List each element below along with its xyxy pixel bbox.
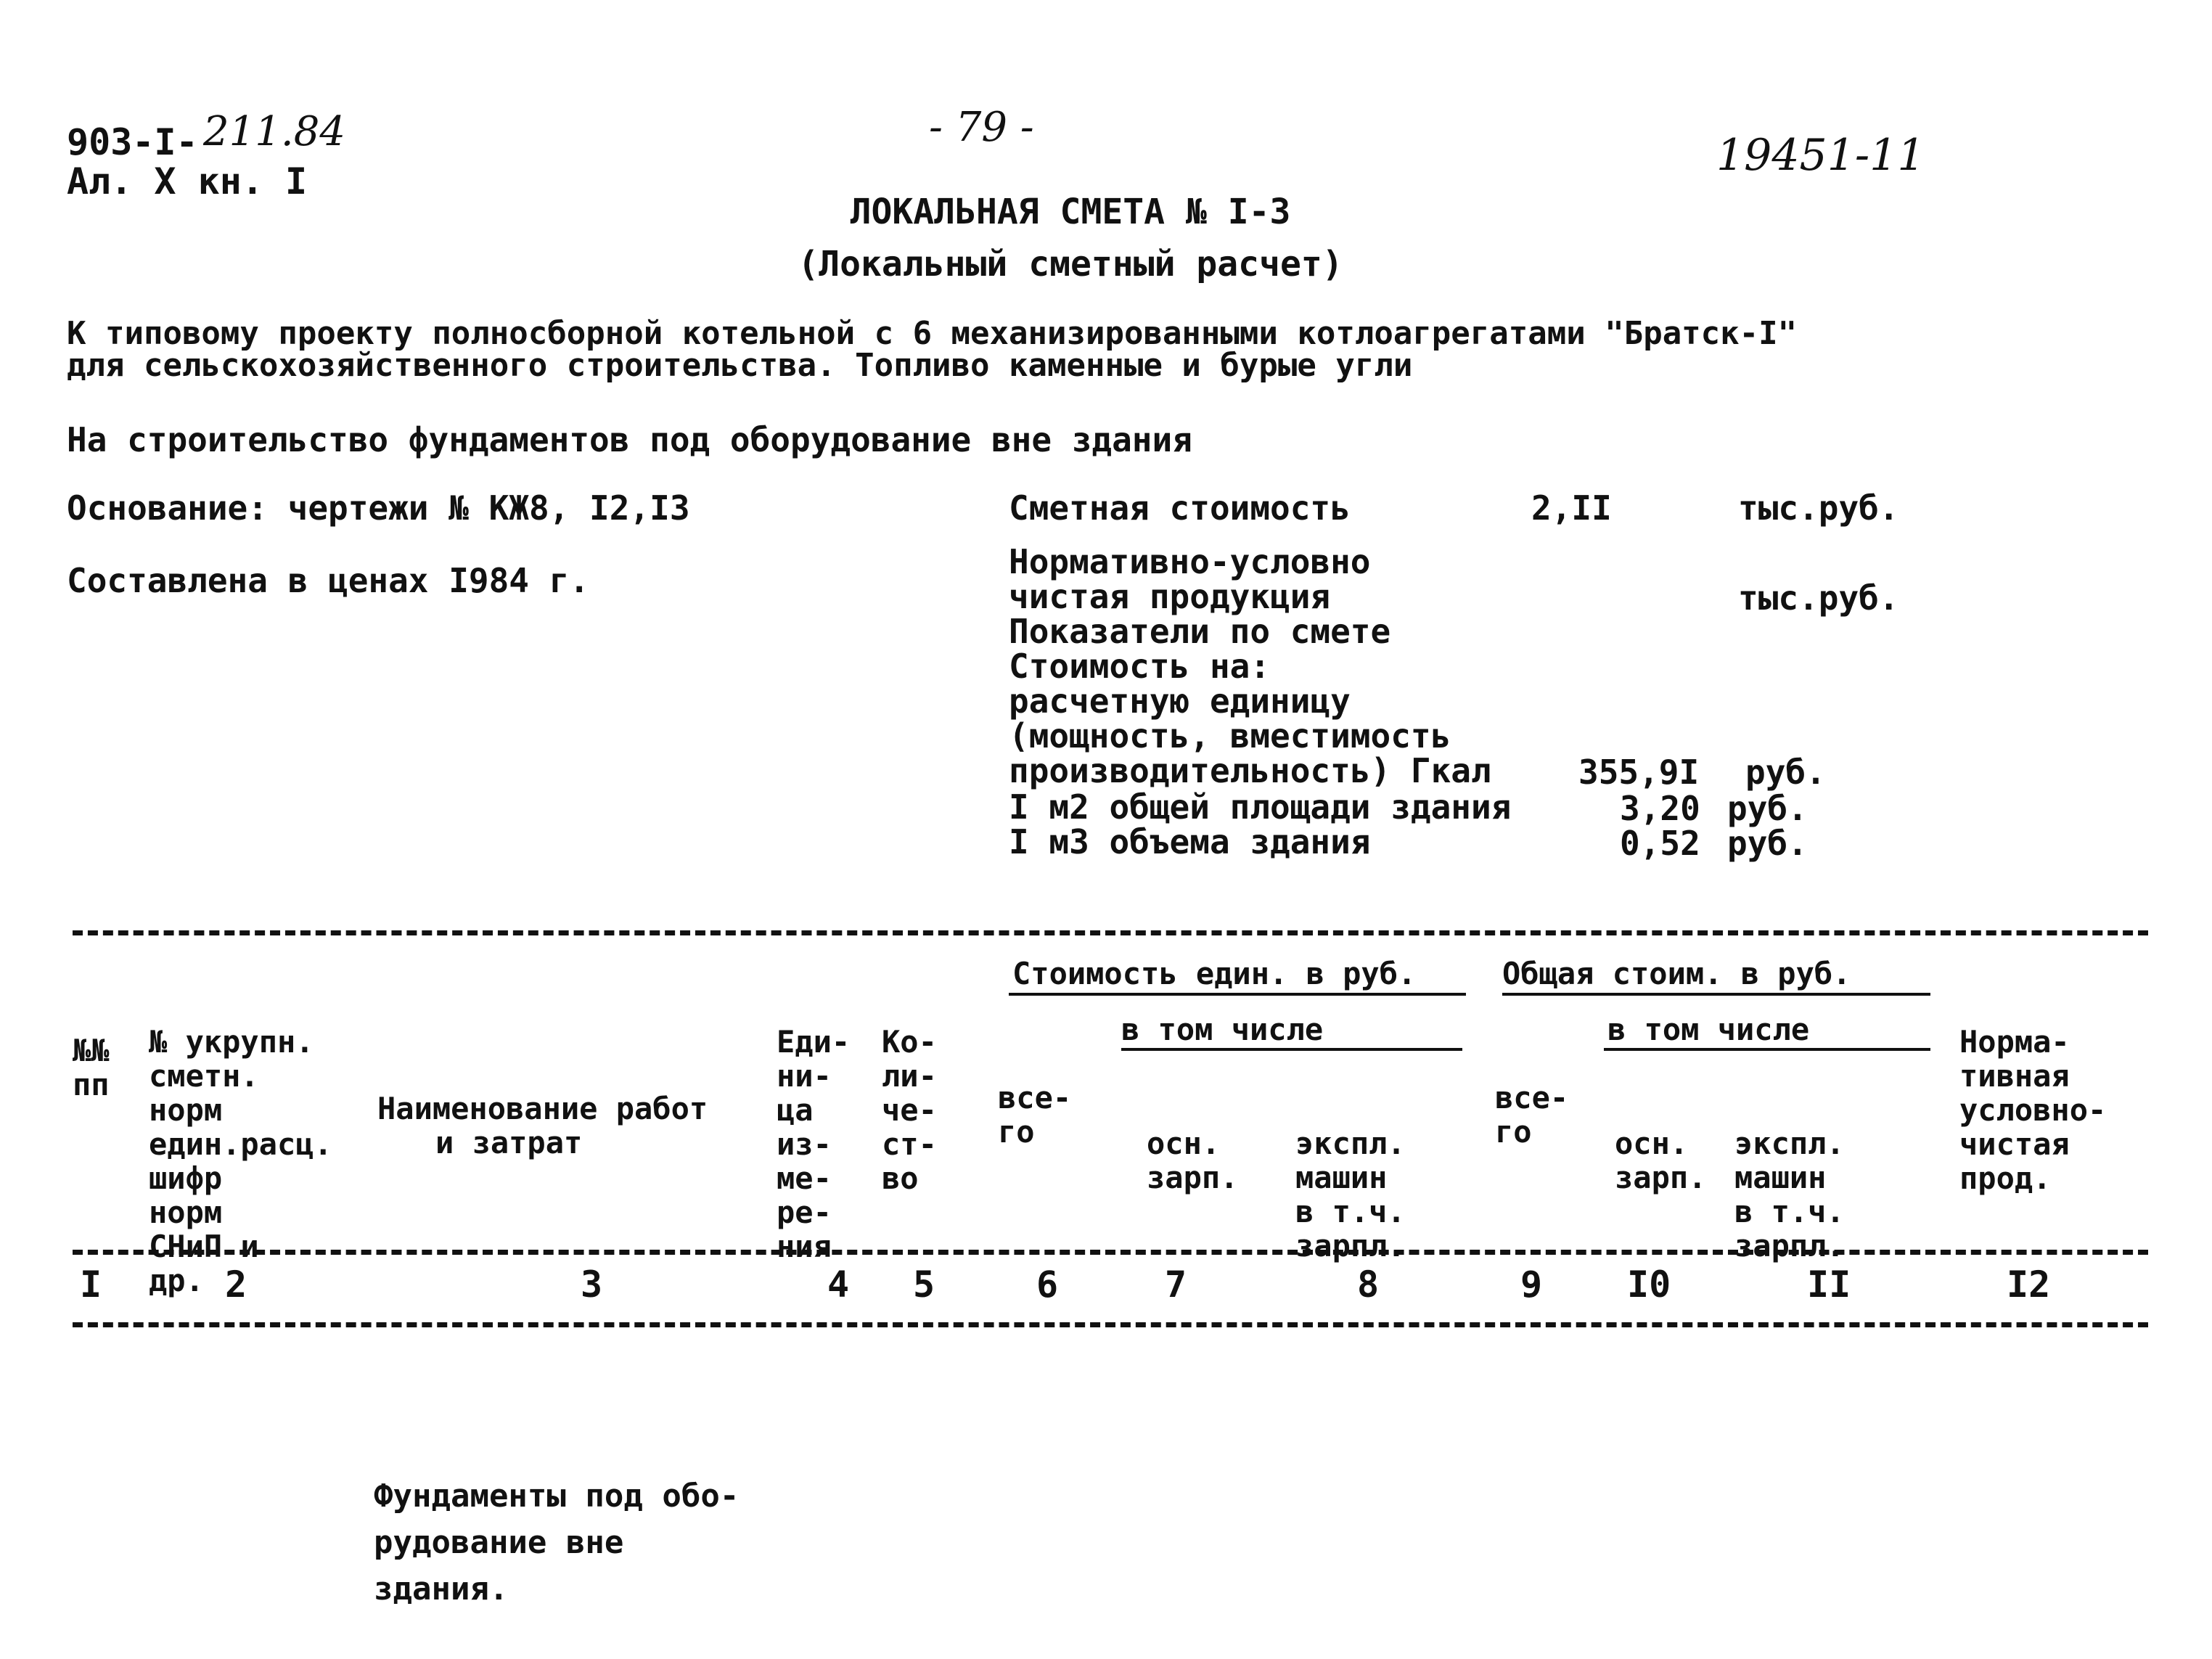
unit-salary-header: осн. зарп. [1147,1126,1239,1195]
prices-year: Составлена в ценах I984 г. [67,561,590,600]
unit-unit: руб. [1745,753,1826,792]
estimated-cost-label: Сметная стоимость [1009,488,1351,528]
area-value: 3,20 [1620,789,1700,828]
col2-header: № укрупн. сметн. норм един.расц. шифр норм СНиП и др. [149,1024,332,1298]
total-cost-underline [1502,993,1930,996]
col1-header: №№ пп [73,1033,110,1102]
normative-label-1: Нормативно-условно [1009,542,1371,581]
col-number-8: 8 [1357,1263,1380,1306]
estimate-subtitle: (Локальный сметный расчет) [798,244,1343,284]
normative-unit: тыс.руб. [1738,578,1899,618]
total-machines-header: экспл. машин в т.ч. зарпл. [1734,1126,1845,1263]
estimated-cost-value: 2,II [1531,488,1612,528]
project-line-2: для сельскохозяйственного строительства. Топливо каменные и бурые угли [67,347,1413,384]
total-cost-header: Общая стоим. в руб. [1502,956,1851,991]
col-number-12: I2 [2007,1263,2051,1306]
col-number-3: 3 [581,1263,603,1306]
purpose: На строительство фундаментов под оборудование вне здания [67,420,1192,459]
col-number-6: 6 [1036,1263,1059,1306]
unit-line-2: (мощность, вместимость [1009,716,1451,755]
col-number-11: II [1807,1263,1851,1306]
unit-value: 355,9I [1578,753,1700,792]
col-number-4: 4 [827,1263,850,1306]
col5-header: Ко- ли- че- ст- во [882,1024,937,1196]
total-incl-header: в том числе [1607,1012,1810,1047]
unit-line-3: производительность) Гкал [1009,751,1491,790]
total-salary-header: осн. зарп. [1615,1126,1707,1195]
cost-per-label: Стоимость на: [1009,647,1271,686]
doc-code-handwritten: 211.84 [203,108,345,155]
col-number-10: I0 [1627,1263,1671,1306]
total-total-header: все- го [1495,1080,1569,1150]
col3-header: Наименование работ и затрат [377,1091,708,1160]
section-title: Фундаменты под обо- рудование вне здания. [374,1478,740,1607]
unit-total-header: все- го [998,1080,1072,1150]
area-label: I м2 общей площади здания [1009,787,1512,827]
unit-incl-header: в том числе [1121,1012,1324,1047]
col-number-1: I [80,1263,102,1306]
col-number-2: 2 [225,1263,247,1306]
album-line: Ал. X кн. I [67,160,308,202]
col-number-7: 7 [1165,1263,1187,1306]
basis: Основание: чертежи № КЖ8, I2,I3 [67,488,690,528]
unit-cost-header: Стоимость един. в руб. [1012,956,1417,991]
header-bottom-rule [73,1250,2148,1255]
col4-header: Еди- ни- ца из- ме- ре- ния [777,1024,851,1264]
indicators-label: Показатели по смете [1009,612,1391,651]
volume-unit: руб. [1727,824,1808,863]
numbers-bottom-rule [73,1322,2148,1327]
total-incl-underline [1604,1048,1930,1051]
unit-line-1: расчетную единицу [1009,681,1351,721]
volume-value: 0,52 [1620,824,1700,863]
project-line-1: К типовому проекту полносборной котельной с 6 механизированными котлоагрегатами "Братск-I" [67,315,1798,352]
page-number: - 79 - [929,104,1034,151]
estimated-cost-unit: тыс.руб. [1738,488,1899,528]
doc-code: 903-I- [67,121,198,163]
inventory-number: 19451-11 [1716,130,1925,181]
col12-header: Норма- тивная условно- чистая прод. [1959,1024,2107,1196]
unit-incl-underline [1121,1048,1462,1051]
unit-cost-underline [1009,993,1466,996]
col-number-5: 5 [913,1263,935,1306]
estimate-title: ЛОКАЛЬНАЯ СМЕТА № I-3 [850,192,1291,232]
volume-label: I м3 объема здания [1009,822,1371,861]
normative-label-2: чистая продукция [1009,577,1331,616]
area-unit: руб. [1727,789,1808,828]
col-number-9: 9 [1520,1263,1543,1306]
table-top-rule [73,930,2148,935]
unit-machines-header: экспл. машин в т.ч. зарпл. [1295,1126,1406,1263]
